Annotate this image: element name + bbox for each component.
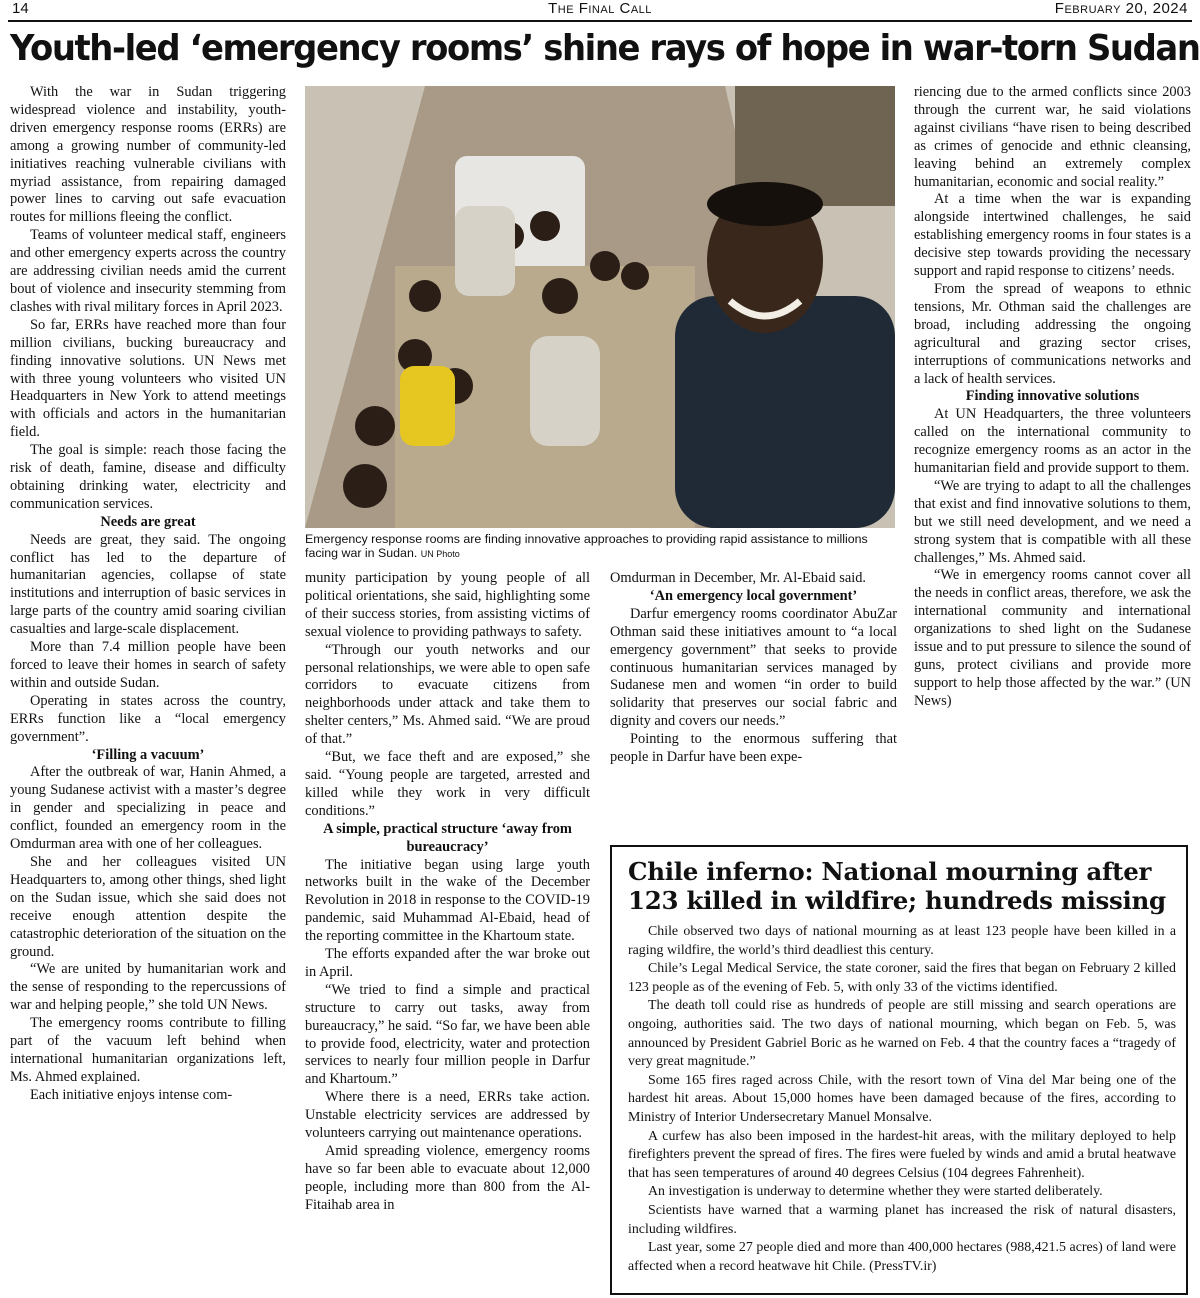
page-number: 14	[12, 0, 29, 17]
article-paragraph: More than 7.4 million people have been forced to leave their homes in search of safety within and outside Sudan.	[10, 639, 286, 691]
article-paragraph: From the spread of weapons to ethnic tensions, Mr. Othman said the challenges are broad, including addressing the ongoing agricultural and grazing sector crises, interruptions of communications networks and a lack of health services.	[914, 280, 1191, 387]
section-subhead: Needs are great	[100, 513, 196, 530]
sidebar-paragraph: An investigation is underway to determine whether they were started deliberately.	[648, 1184, 1103, 1200]
photo-caption	[305, 532, 897, 561]
article-photo	[305, 86, 895, 528]
article-paragraph: munity participation by young people of all political orientations, she said, highlighting some of their success stories, from assisting victims of sexual violence to providing pathways to safety.	[305, 570, 590, 640]
article-column-3	[610, 570, 897, 830]
article-paragraph: “We tried to find a simple and practical structure to carry out tasks, away from bureaucracy,” he said. “So far, we have been able to provide food, electricity, water and protection services to nearly four million people in Darfur and Khartoum.”	[305, 981, 590, 1088]
sidebar-body	[628, 923, 1176, 1276]
photo-caption-text: Emergency response rooms are finding innovative approaches to providing rapid assistance to millions facing war in Sudan.	[305, 532, 868, 560]
section-subhead: A simple, practical structure ‘away from bureaucracy’	[323, 820, 572, 855]
article-paragraph: At a time when the war is expanding alongside intertwined challenges, he said establishing emergency rooms in four states is a decisive step towards providing the necessary support and rapid response to citizens’ needs.	[914, 191, 1191, 280]
article-paragraph: After the outbreak of war, Hanin Ahmed, a young Sudanese activist with a master’s degree in gender and specializing in peace and conflict, founded an emergency room in the Omdurman area with one of her colleagues.	[10, 764, 286, 853]
article-paragraph: “We in emergency rooms cannot cover all the needs in conflict areas, therefore, we ask the international community and international organizations to shed light on the Sudanese issue and to put pressure to silence the sound of guns, protect civilians and provide more support to help those affected by the war.” (UN News)	[914, 567, 1191, 709]
sidebar-story-box	[610, 845, 1188, 1295]
article-headline: Youth-led ‘emergency rooms’ shine rays of hope in war-torn Sudan	[10, 28, 1200, 69]
article-column-1	[10, 84, 286, 1294]
sidebar-paragraph: A curfew has also been imposed in the hardest-hit areas, with the military deployed to help firefighters prevent the spread of fires. The fires were fueled by winds and amid a brutal heatwave that has seen temperatures of around 40 degrees Celsius (104 degrees Fahrenheit).	[628, 1128, 1176, 1181]
article-paragraph: So far, ERRs have reached more than four million civilians, bucking bureaucracy and finding innovative solutions. UN News met with three young volunteers who visited UN Headquarters in New York to attend meetings with officials and actors in the humanitarian field.	[10, 316, 286, 441]
article-paragraph: “Through our youth networks and our personal relationships, we were able to open safe corridors to evacuate citizens from neighborhoods under attack and take them to shelter centers,” Ms. Ahmed said. “We are proud of that.”	[305, 641, 590, 748]
article-paragraph: Amid spreading violence, emergency rooms have so far been able to evacuate about 12,000 people, including more than 800 from the Al-Fitaihab area in	[305, 1143, 590, 1213]
article-column-2	[305, 570, 590, 1294]
photo-credit: UN Photo	[420, 549, 460, 559]
section-subhead: Finding innovative solutions	[965, 388, 1140, 405]
article-paragraph: With the war in Sudan triggering widespread violence and instability, youth-driven emergency response rooms (ERRs) are among a growing number of community-led initiatives reaching vulnerable civilians with myriad assistance, from repairing damaged power lines to carving out safe evacuation routes for millions fleeing the conflict.	[10, 84, 286, 226]
sidebar-paragraph: Scientists have warned that a warming planet has increased the risk of natural disasters, including wildfires.	[628, 1202, 1176, 1237]
article-paragraph: The initiative began using large youth networks built in the wake of the December Revolution in 2018 in response to the COVID-19 pandemic, said Muhammad Al-Ebaid, head of the reporting committee in the Khartoum state.	[305, 856, 590, 945]
article-paragraph: The efforts expanded after the war broke out in April.	[305, 946, 590, 980]
sidebar-paragraph: Last year, some 27 people died and more than 400,000 hectares (988,421.5 acres) of land were affected when a record heatwave hit Chile. (PressTV.ir)	[628, 1240, 1176, 1274]
article-paragraph: Each initiative enjoys intense com-	[30, 1086, 233, 1103]
article-paragraph: Where there is a need, ERRs take action. Unstable electricity services are addressed by volunteers carrying out maintenance operations.	[305, 1089, 590, 1142]
article-paragraph: “But, we face theft and are exposed,” she said. “Young people are targeted, arrested and killed while they work in very difficult conditions.”	[305, 749, 590, 819]
photo-illustration	[305, 86, 895, 528]
article-paragraph: “We are trying to adapt to all the challenges that exist and find innovative solutions to them, but we still need development, and we need a strong system that is compatible with all these challenges,” Ms. Ahmed said.	[914, 477, 1191, 566]
sidebar-paragraph: Some 165 fires raged across Chile, with the resort town of Vina del Mar being one of the hardest hit areas. About 15,000 homes have been damaged because of the fires, according to Ministry of Interior Undersecretary Manuel Monsalve.	[628, 1072, 1176, 1125]
article-paragraph: “We are united by humanitarian work and the sense of responding to the repercussions of war and helping people,” she told UN News.	[10, 961, 286, 1014]
article-paragraph: Omdurman in December, Mr. Al-Ebaid said.	[610, 570, 866, 586]
photo-yellow-shirt	[400, 366, 455, 446]
article-column-4	[914, 84, 1191, 829]
article-paragraph: The emergency rooms contribute to filling part of the vacuum left behind when international humanitarian organizations left, Ms. Ahmed explained.	[10, 1015, 286, 1085]
article-paragraph: Darfur emergency rooms coordinator AbuZar Othman said these initiatives amount to “a local emergency government” that seeks to provide continuous humanitarian services managed by Sudanese men and women “in order to build solidarity that preserves our social fabric and dignity and covers our needs.”	[610, 605, 897, 730]
publication-name: The Final Call	[548, 0, 652, 17]
article-paragraph: riencing due to the armed conflicts since 2003 through the current war, he said violations against civilians “have risen to being described as crimes of genocide and ethnic cleansing, leaving behind an extremely complex humanitarian, economic and social reality.”	[914, 84, 1191, 190]
article-paragraph: At UN Headquarters, the three volunteers called on the international community to recognize emergency rooms as an actor in the humanitarian field and provide support to them.	[914, 406, 1191, 477]
article-paragraph: The goal is simple: reach those facing the risk of death, famine, disease and difficulty obtaining drinking water, electricity and communication services.	[10, 442, 286, 512]
section-subhead: ‘An emergency local government’	[649, 587, 858, 604]
article-paragraph: Operating in states across the country, ERRs function like a “local emergency government”.	[10, 692, 286, 745]
issue-date: February 20, 2024	[1054, 0, 1188, 17]
sidebar-paragraph: Chile’s Legal Medical Service, the state coroner, said the fires that began on February 2 killed 123 people as of the evening of Feb. 5, with only 33 of the victims identified.	[628, 961, 1176, 995]
article-paragraph: Teams of volunteer medical staff, engineers and other emergency experts across the country are addressing civilian needs amid the current bout of violence and insecurity stemming from clashes with rival military forces in April 2023.	[10, 227, 286, 315]
sidebar-headline: Chile inferno: National mourning after 123 killed in wildfire; hundreds missing	[628, 857, 1166, 915]
masthead	[8, 0, 1192, 22]
sidebar-paragraph: The death toll could rise as hundreds of people are still missing and search operations are ongoing, authorities said. The two days of national mourning, which began on Feb. 5, was announced by President Gabriel Boric as he warned on Feb. 4 that the country faces a “tragedy of very great magnitude.”	[628, 998, 1176, 1070]
article-paragraph: She and her colleagues visited UN Headquarters to, among other things, shed light on the Sudan issue, which she said does not receive enough attention despite the catastrophic deterioration of the situation on the ground.	[10, 853, 286, 960]
sidebar-paragraph: Chile observed two days of national mourning as at least 123 people have been killed in a raging wildfire, the world’s third deadliest this century.	[628, 924, 1176, 958]
article-paragraph: Pointing to the enormous suffering that people in Darfur have been expe-	[610, 731, 897, 766]
section-subhead: ‘Filling a vacuum’	[91, 746, 205, 763]
article-paragraph: Needs are great, they said. The ongoing conflict has led to the departure of humanitarian agencies, collapse of state institutions and interruption of basic services in large parts of the country amid soaring civilian casualties and large-scale displacement.	[10, 531, 286, 638]
